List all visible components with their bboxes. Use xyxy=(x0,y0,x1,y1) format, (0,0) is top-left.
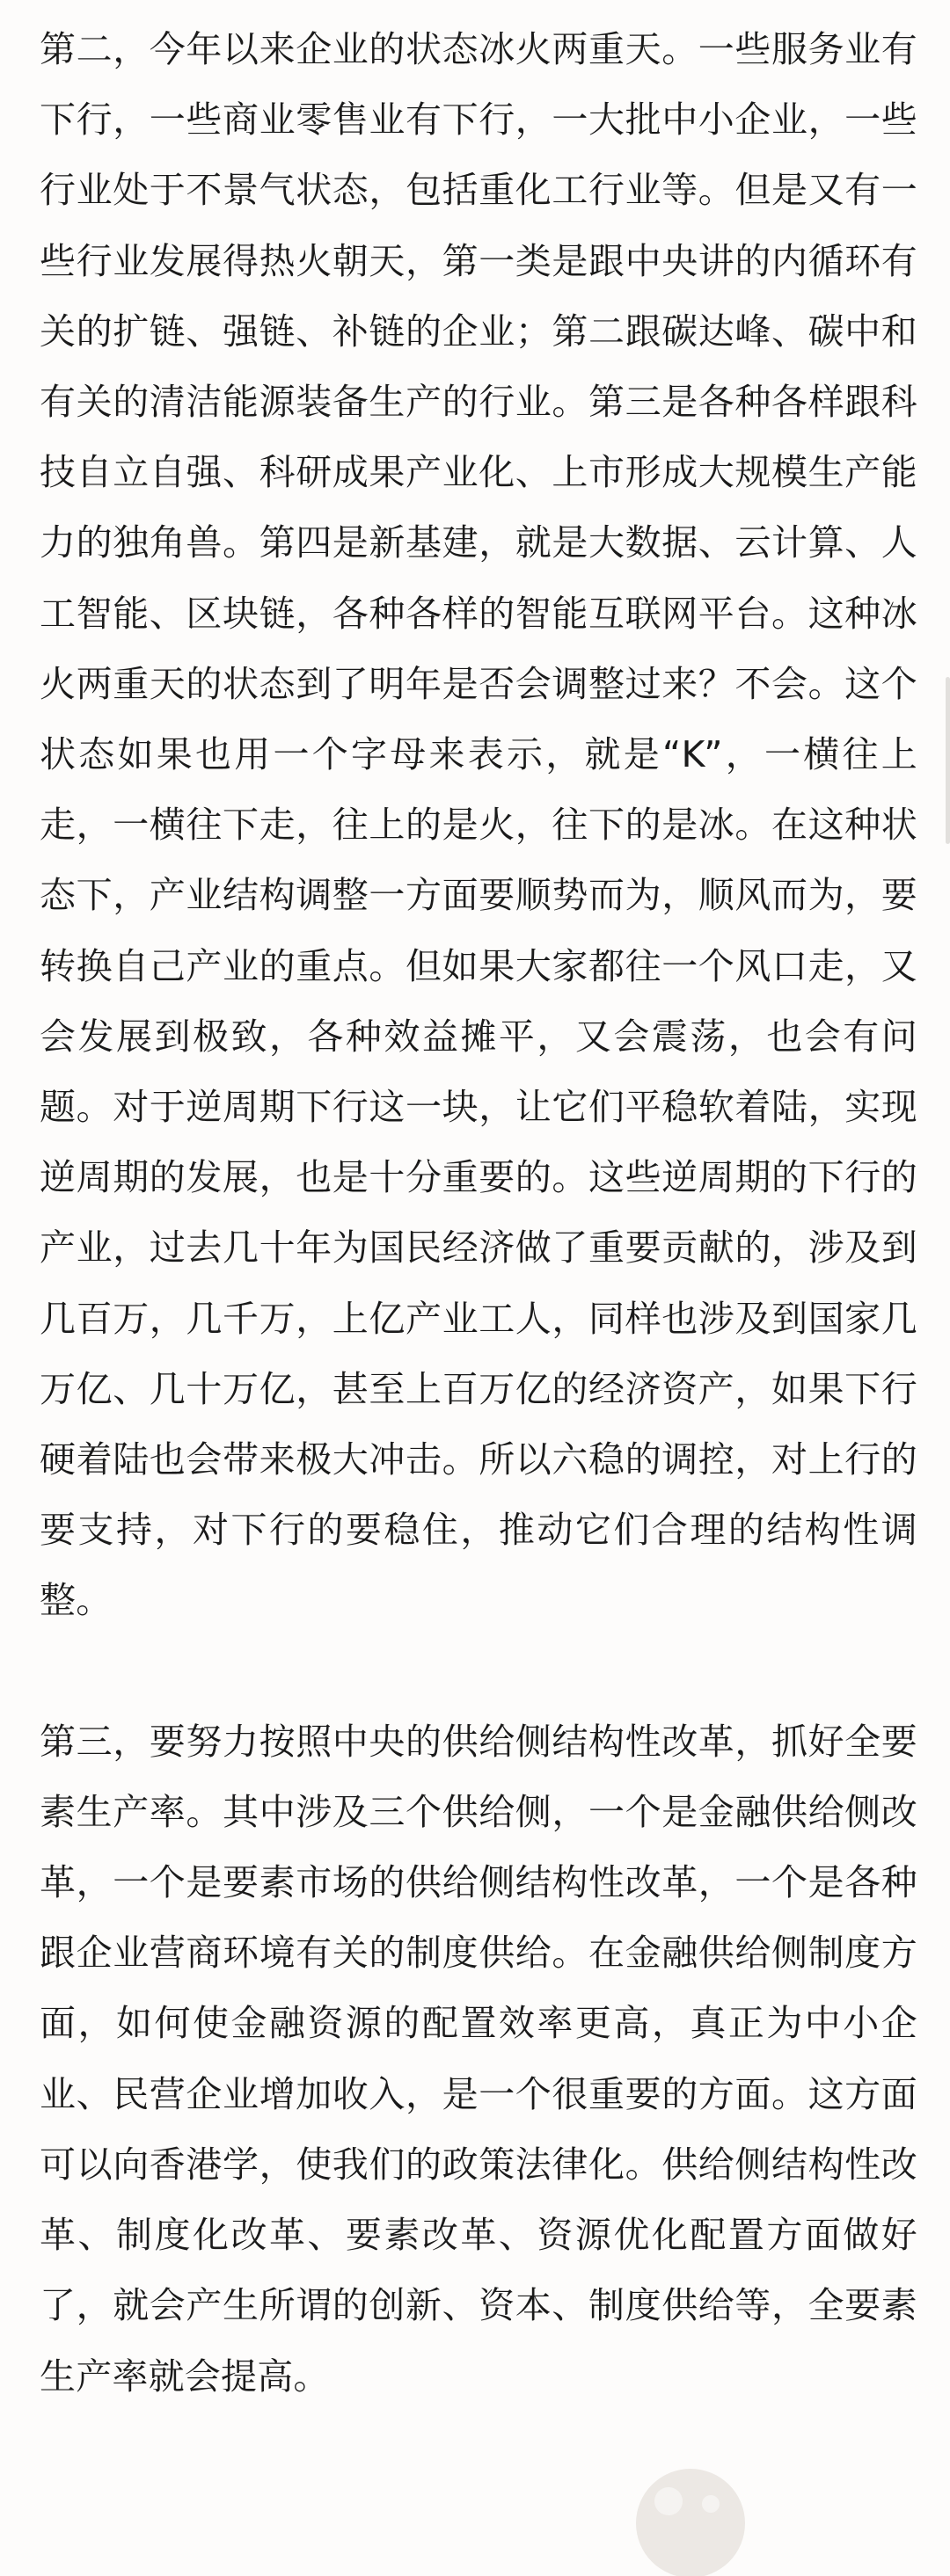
article-paragraph: 第二，今年以来企业的状态冰火两重天。一些服务业有下行，一些商业零售业有下行，一大批中小企业，一些行业处于不景气状态，包括重化工行业等。但是又有一些行业发展得热火朝天，第一类是跟中央讲的内循环有关的扩链、强链、补链的企业；第二跟碳达峰、碳中和有关的清洁能源装备生产的行业。第三是各种各样跟科技自立自强、科研成果产业化、上市形成大规模生产能力的独角兽。第四是新基建，就是大数据、云计算、人工智能、区块链，各种各样的智能互联网平台。这种冰火两重天的状态到了明年是否会调整过来？不会。这个状态如果也用一个字母来表示，就是“K”，一横往上走，一横往下走，往上的是火，往下的是冰。在这种状态下，产业结构调整一方面要顺势而为，顺风而为，要转换自己产业的重点。但如果大家都往一个风口走，又会发展到极致，各种效益摊平，又会震荡，也会有问题。对于逆周期下行这一块，让它们平稳软着陆，实现逆周期的发展，也是十分重要的。这些逆周期的下行的产业，过去几十年为国民经济做了重要贡献的，涉及到几百万，几千万，上亿产业工人，同样也涉及到国家几万亿、几十万亿，甚至上百万亿的经济资产，如果下行硬着陆也会带来极大冲击。所以六稳的调控，对上行的要支持，对下行的要稳住，推动它们合理的结构性调整。 xyxy=(40,28,917,1622)
article-paragraph: 第三，要努力按照中央的供给侧结构性改革，抓好全要素生产率。其中涉及三个供给侧，一个是金融供给侧改革，一个是要素市场的供给侧结构性改革，一个是各种跟企业营商环境有关的制度供给。在金融供给侧制度方面，如何使金融资源的配置效率更高，真正为中小企业、民营企业增加收入，是一个很重要的方面。这方面可以向香港学，使我们的政策法律化。供给侧结构性改革、制度化改革、要素改革、资源优化配置方面做好了，就会产生所谓的创新、资本、制度供给等，全要素生产率就会提高。 xyxy=(40,1720,917,2398)
paragraph-spacer xyxy=(40,1636,917,1706)
article-body xyxy=(40,14,917,2412)
watermark-logo-icon xyxy=(616,2453,756,2576)
scrollbar-thumb[interactable] xyxy=(946,677,950,844)
